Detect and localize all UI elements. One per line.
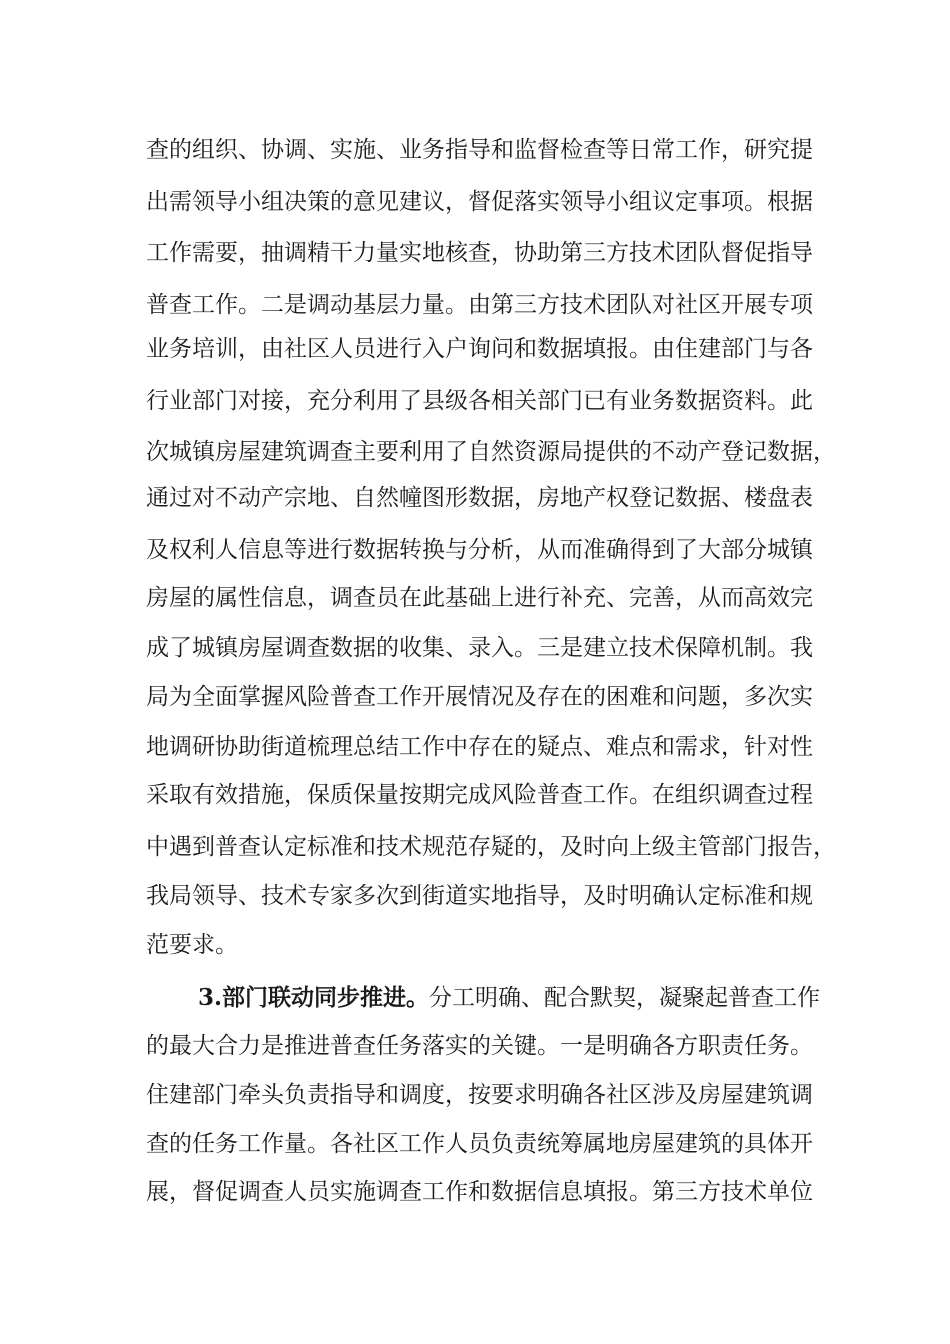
paragraph-line: 成了城镇房屋调查数据的收集、录入。三是建立技术保障机制。我 (146, 635, 813, 661)
paragraph-line: 及权利人信息等进行数据转换与分析，从而准确得到了大部分城镇 (146, 537, 813, 563)
paragraph-line: 工作需要，抽调精干力量实地核查，协助第三方技术团队督促指导 (146, 240, 813, 266)
paragraph-line: 我局领导、技术专家多次到街道实地指导，及时明确认定标准和规 (146, 883, 813, 909)
paragraph-line: 的最大合力是推进普查任务落实的关键。一是明确各方职责任务。 (146, 1033, 813, 1059)
paragraph-line: 采取有效措施，保质保量按期完成风险普查工作。在组织调查过程 (146, 782, 813, 808)
paragraph-line: 查的任务工作量。各社区工作人员负责统筹属地房屋建筑的具体开 (146, 1131, 813, 1157)
paragraph-first-line (198, 978, 821, 1018)
paragraph-text: 分工明确、配合默契，凝聚起普查工作 (429, 985, 821, 1011)
paragraph-line: 查的组织、协调、实施、业务指导和监督检查等日常工作，研究提 (146, 137, 813, 163)
paragraph-line: 出需领导小组决策的意见建议，督促落实领导小组议定事项。根据 (146, 189, 813, 215)
section-heading: 3.部门联动同步推进。 (198, 984, 430, 1011)
paragraph-line: 通过对不动产宗地、自然幢图形数据，房地产权登记数据、楼盘表 (146, 485, 813, 511)
paragraph-line: 地调研协助街道梳理总结工作中存在的疑点、难点和需求，针对性 (146, 734, 813, 760)
paragraph-line: 业务培训，由社区人员进行入户询问和数据填报。由住建部门与各 (146, 336, 813, 362)
paragraph-line: 普查工作。二是调动基层力量。由第三方技术团队对社区开展专项 (146, 292, 813, 318)
paragraph-line: 行业部门对接，充分利用了县级各相关部门已有业务数据资料。此 (146, 388, 813, 414)
paragraph-line: 展，督促调查人员实施调查工作和数据信息填报。第三方技术单位 (146, 1179, 813, 1205)
paragraph-line: 住建部门牵头负责指导和调度，按要求明确各社区涉及房屋建筑调 (146, 1082, 813, 1108)
paragraph-line: 局为全面掌握风险普查工作开展情况及存在的困难和问题，多次实 (146, 684, 813, 710)
paragraph-line: 房屋的属性信息，调查员在此基础上进行补充、完善，从而高效完 (146, 585, 813, 611)
paragraph-line: 中遇到普查认定标准和技术规范存疑的，及时向上级主管部门报告， (146, 834, 836, 860)
paragraph-line: 次城镇房屋建筑调查主要利用了自然资源局提供的不动产登记数据， (146, 439, 836, 465)
paragraph-line: 范要求。 (146, 932, 238, 958)
